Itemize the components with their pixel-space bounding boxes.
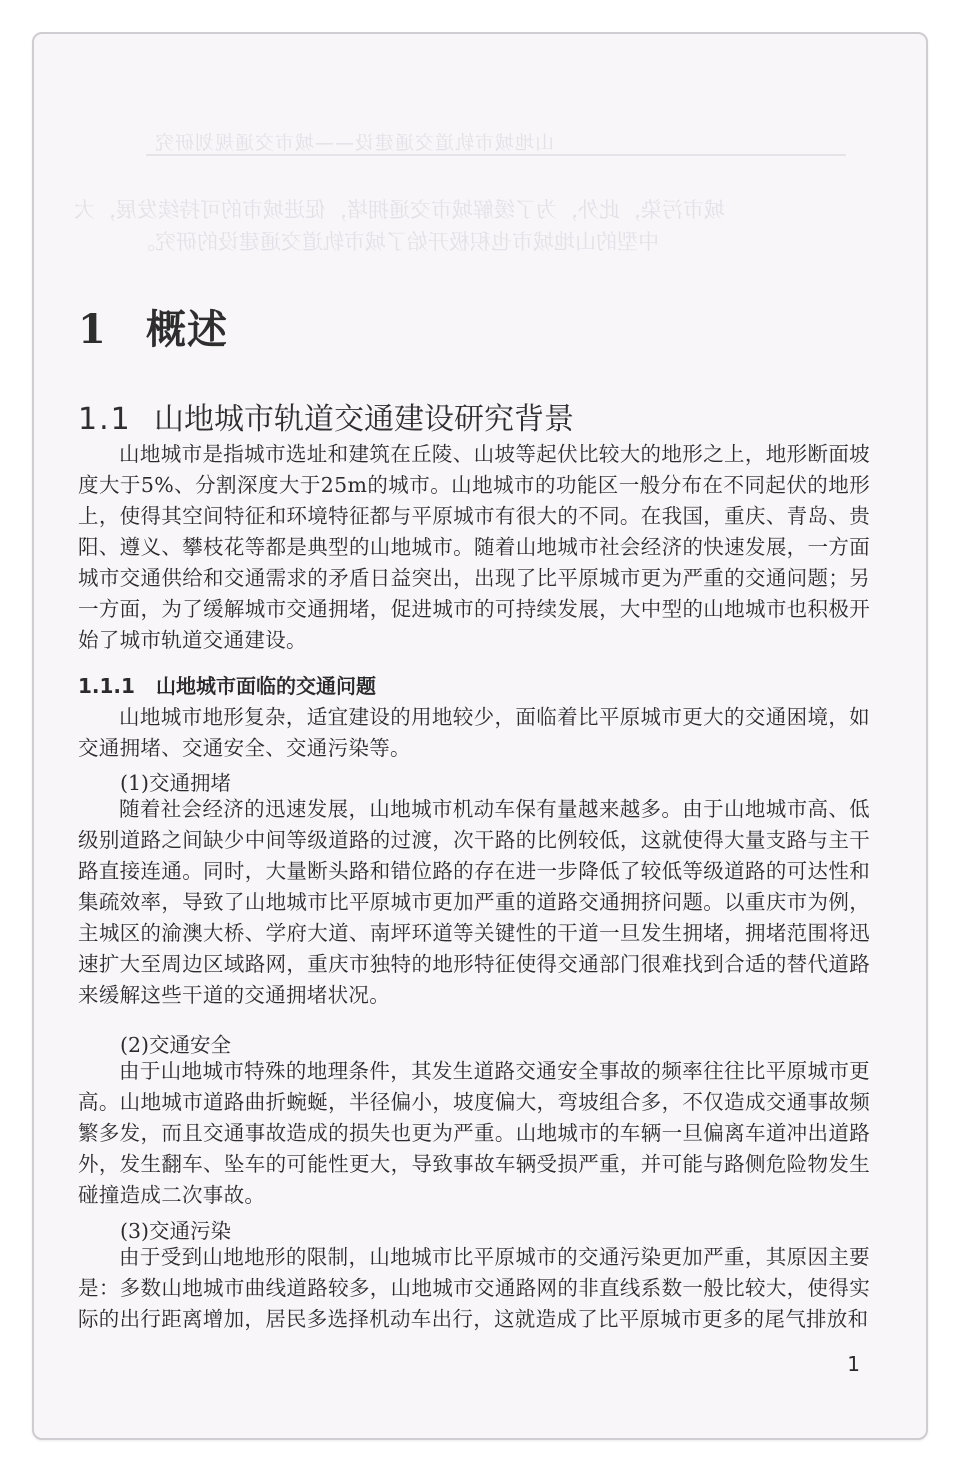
item-paragraph-pollution: 由于受到山地地形的限制，山地城市比平原城市的交通污染更加严重，其原因主要是：多数山地城市曲线道路较多，山地城市交通路网的非直线系数一般比较大，使得实际的出行距离增加，居民多选择机动车出行，这就造成了比平原城市更多的尾气排放和 [78,1245,870,1331]
bleed-through-header-rule [146,154,846,156]
subsection-number: 1.1.1 [78,674,135,698]
item-heading-congestion: (1)交通拥堵 [120,771,232,795]
bleed-through-text-line: 中型的山地城市也积极开始了城市轨道交通建设的研究。 [134,230,659,254]
section-number: 1.1 [78,402,132,437]
item-paragraph-safety: 由于山地城市特殊的地理条件，其发生道路交通安全事故的频率往往比平原城市更高。山地城市道路曲折蜿蜒，半径偏小，坡度偏大，弯坡组合多，不仅造成交通事故频繁多发，而且交通事故造成的损失也更为严重。山地城市的车辆一旦偏离车道冲出道路外，发生翻车、坠车的可能性更大，导致事故车辆受损严重，并可能与路侧危险物发生碰撞造成二次事故。 [78,1059,870,1207]
subsection-intro-paragraph: 山地城市地形复杂，适宜建设的用地较少，面临着比平原城市更大的交通困境，如交通拥堵、交通安全、交通污染等。 [78,705,870,760]
page-number: 1 [847,1352,860,1376]
bleed-through-running-header: 山地城市轨道交通建设——城市交通规划研究 [154,132,555,154]
section-heading [78,394,574,438]
subsection-heading [78,670,376,699]
section-intro-paragraph: 山地城市是指城市选址和建筑在丘陵、山坡等起伏比较大的地形之上，地形断面坡度大于5%、分割深度大于25m的城市。山地城市的功能区一般分布在不同起伏的地形上，使得其空间特征和环境特征都与平原城市有很大的不同。在我国，重庆、青岛、贵阳、遵义、攀枝花等都是典型的山地城市。随着山地城市社会经济的快速发展，一方面城市交通供给和交通需求的矛盾日益突出，出现了比平原城市更为严重的交通问题；另一方面，为了缓解城市交通拥堵，促进城市的可持续发展，大中型的山地城市也积极开始了城市轨道交通建设。 [78,442,870,652]
bleed-through-text-line: 城市污染，此外，为了缓解城市交通拥堵，促进城市的可持续发展，大 [74,198,725,222]
book-page [32,32,928,1440]
chapter-number: 1 [78,306,107,353]
item-paragraph-congestion: 随着社会经济的迅速发展，山地城市机动车保有量越来越多。由于山地城市高、低级别道路之间缺少中间等级道路的过渡，次干路的比例较低，这就使得大量支路与主干路直接连通。同时，大量断头路和错位路的存在进一步降低了较低等级道路的可达性和集疏效率，导致了山地城市比平原城市更加严重的道路交通拥挤问题。以重庆市为例，主城区的渝澳大桥、学府大道、南坪环道等关键性的干道一旦发生拥堵，拥堵范围将迅速扩大至周边区域路网，重庆市独特的地形特征使得交通部门很难找到合适的替代道路来缓解这些干道的交通拥堵状况。 [78,797,870,1007]
subsection-title-text: 山地城市面临的交通问题 [156,674,376,698]
item-heading-pollution: (3)交通污染 [120,1219,232,1243]
section-title-text: 山地城市轨道交通建设研究背景 [154,402,574,437]
chapter-title-text: 概述 [146,306,228,353]
chapter-title [78,298,228,355]
item-heading-safety: (2)交通安全 [120,1033,232,1057]
